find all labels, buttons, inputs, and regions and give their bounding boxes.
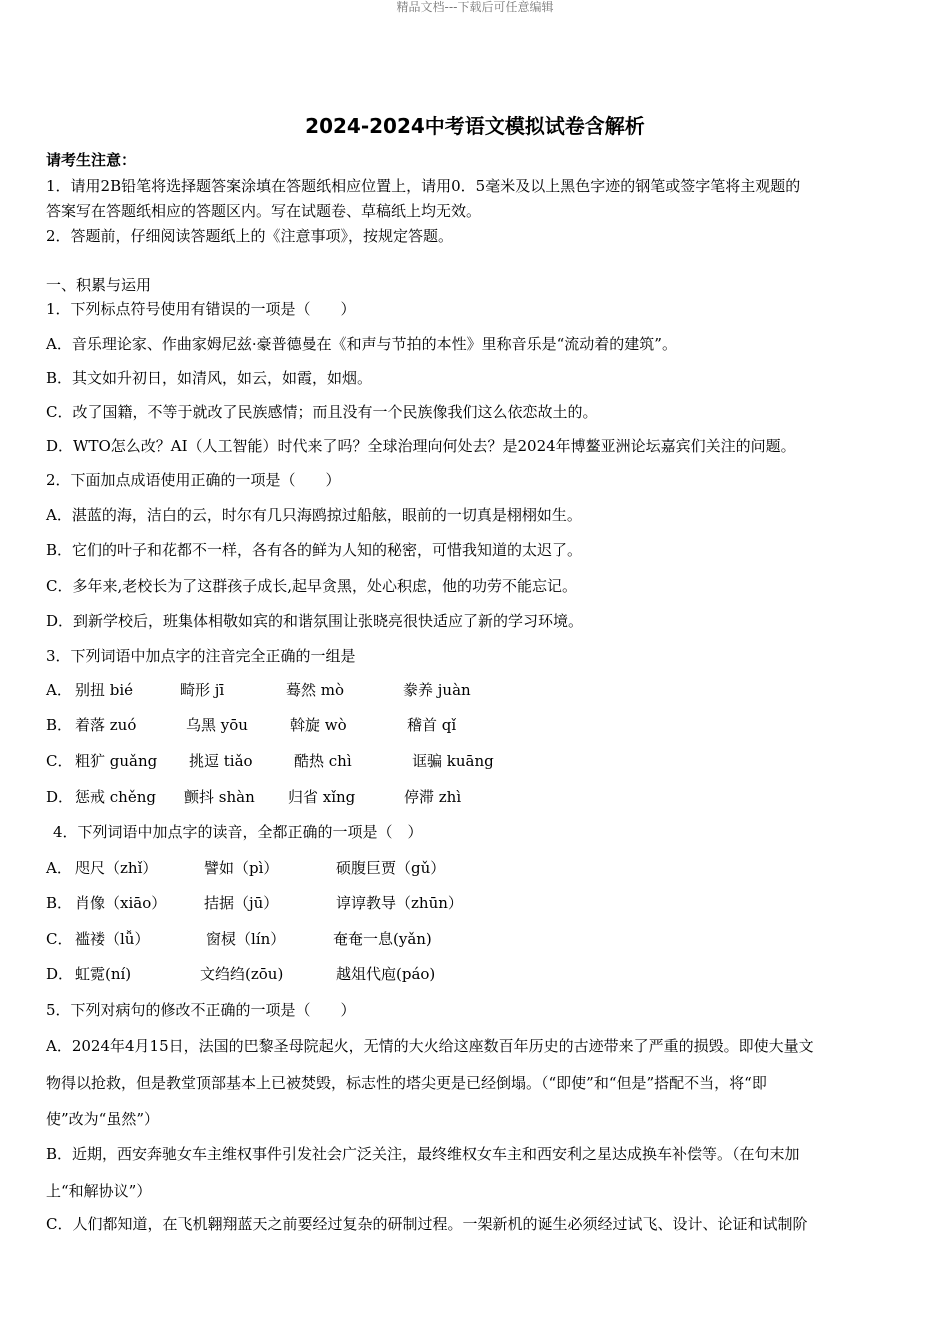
pinyin-item: 斡旋 wò (290, 716, 347, 734)
question-5-option-a-cont-2: 使”改为“虽然”） (46, 1110, 160, 1128)
option-letter: C． (46, 930, 73, 948)
option-letter: A． (46, 681, 72, 699)
pinyin-item: 畸形 jī (180, 681, 225, 699)
question-3-stem: 3．下列词语中加点字的注音完全正确的一组是 (46, 647, 356, 665)
reading-item: 文绉绉(zōu) (200, 965, 284, 983)
question-1-option-d: D．WTO怎么改？AI（人工智能）时代来了吗？全球治理向何处去？是2024年博鳌亚洲论坛嘉宾们关注的问题。 (46, 437, 796, 455)
question-5-option-c: C．人们都知道，在飞机翱翔蓝天之前要经过复杂的研制过程。一架新机的诞生必须经过试飞、设计、论证和试制阶 (46, 1215, 808, 1233)
question-3-option-c (46, 752, 906, 770)
pinyin-item: 蓦然 mò (286, 681, 345, 699)
question-1-stem: 1．下列标点符号使用有错误的一项是（ ） (46, 300, 356, 318)
reading-item: 硕腹巨贾（gǔ） (336, 859, 446, 877)
reading-item: 奄奄一息(yǎn) (333, 930, 432, 948)
reading-item: 譬如（pì） (204, 859, 279, 877)
question-1-option-c: C．改了国籍，不等于就改了民族感情；而且没有一个民族像我们这么依恋故土的。 (46, 403, 598, 421)
question-4-option-d (46, 965, 906, 983)
pinyin-item: 惩戒 chěng (75, 788, 156, 806)
question-3-option-d (46, 788, 906, 806)
reading-item: 越俎代庖(páo) (336, 965, 436, 983)
notice-heading: 请考生注意： (46, 151, 137, 169)
reading-item: 拮据（jū） (204, 894, 279, 912)
question-4-option-c (46, 930, 906, 948)
pinyin-item: 挑逗 tiǎo (189, 752, 253, 770)
pinyin-item: 乌黑 yōu (186, 716, 248, 734)
question-5-option-b-cont: 上“和解协议”） (46, 1182, 152, 1200)
pinyin-item: 停滞 zhì (404, 788, 462, 806)
pinyin-item: 诓骗 kuāng (412, 752, 494, 770)
reading-item: 谆谆教导（zhūn） (336, 894, 463, 912)
question-5-option-b: B．近期，西安奔驰女车主维权事件引发社会广泛关注，最终维权女车主和西安利之星达成换车补偿等。（在句末加 (46, 1145, 800, 1163)
option-letter: D． (46, 965, 74, 983)
question-5-stem: 5．下列对病句的修改不正确的一项是（ ） (46, 1001, 356, 1019)
reading-item: 肖像（xiāo） (75, 894, 167, 912)
question-2-option-b: B．它们的叶子和花都不一样，各有各的鲜为人知的秘密，可惜我知道的太迟了。 (46, 541, 583, 559)
question-3-option-b (46, 716, 906, 734)
notice-item-1-cont: 答案写在答题纸相应的答题区内。写在试题卷、草稿纸上均无效。 (46, 202, 482, 220)
reading-item: 褴褛（lǚ） (75, 930, 150, 948)
option-letter: B． (46, 894, 73, 912)
option-letter: C． (46, 752, 73, 770)
pinyin-item: 粗犷 guǎng (75, 752, 158, 770)
pinyin-item: 豢养 juàn (403, 681, 471, 699)
pinyin-item: 归省 xǐng (288, 788, 356, 806)
pinyin-item: 着落 zuó (75, 716, 137, 734)
question-2-option-a: A．湛蓝的海，洁白的云，时尔有几只海鸥掠过船舷，眼前的一切真是栩栩如生。 (46, 506, 582, 524)
question-1-option-b: B．其文如升初日，如清风，如云，如霞，如烟。 (46, 369, 373, 387)
question-2-stem: 2．下面加点成语使用正确的一项是（ ） (46, 471, 341, 489)
notice-item-1: 1．请用2B铅笔将选择题答案涂填在答题纸相应位置上，请用0．5毫米及以上黑色字迹的钢笔或签字笔将主观题的 (46, 177, 801, 195)
pinyin-item: 酷热 chì (294, 752, 352, 770)
pinyin-item: 颤抖 shàn (184, 788, 255, 806)
question-3-option-a (46, 681, 906, 699)
reading-item: 虹霓(ní) (75, 965, 132, 983)
reading-item: 咫尺（zhǐ） (75, 859, 158, 877)
reading-item: 窗棂（lín） (206, 930, 286, 948)
option-letter: D． (46, 788, 74, 806)
question-2-option-c: C．多年来,老校长为了这群孩子成长,起早贪黑，处心积虑，他的功劳不能忘记。 (46, 577, 578, 595)
question-1-option-a: A．音乐理论家、作曲家姆尼兹·豪普德曼在《和声与节拍的本性》里称音乐是“流动着的建筑”。 (46, 335, 677, 353)
question-4-option-a (46, 859, 906, 877)
question-2-option-d: D．到新学校后，班集体相敬如宾的和谐氛围让张晓亮很快适应了新的学习环境。 (46, 612, 584, 630)
option-letter: A． (46, 859, 72, 877)
question-4-stem: 4．下列词语中加点字的读音，全都正确的一项是（ ） (53, 823, 423, 841)
section-heading: 一、积累与运用 (46, 276, 152, 294)
header-watermark: 精品文档---下载后可任意编辑 (396, 0, 554, 14)
pinyin-item: 稽首 qǐ (407, 716, 457, 734)
option-letter: B． (46, 716, 73, 734)
question-5-option-a: A．2024年4月15日，法国的巴黎圣母院起火，无情的大火给这座数百年历史的古迹带来了严重的损毁。即使大量文 (46, 1037, 814, 1055)
question-4-option-b (46, 894, 906, 912)
notice-item-2: 2．答题前，仔细阅读答题纸上的《注意事项》，按规定答题。 (46, 227, 454, 245)
question-5-option-a-cont: 物得以抢救，但是教堂顶部基本上已被焚毁，标志性的塔尖更是已经倒塌。（“即使”和“但是”搭配不当，将“即 (46, 1074, 767, 1092)
document-title: 2024-2024中考语文模拟试卷含解析 (305, 114, 645, 138)
pinyin-item: 别扭 bié (75, 681, 134, 699)
